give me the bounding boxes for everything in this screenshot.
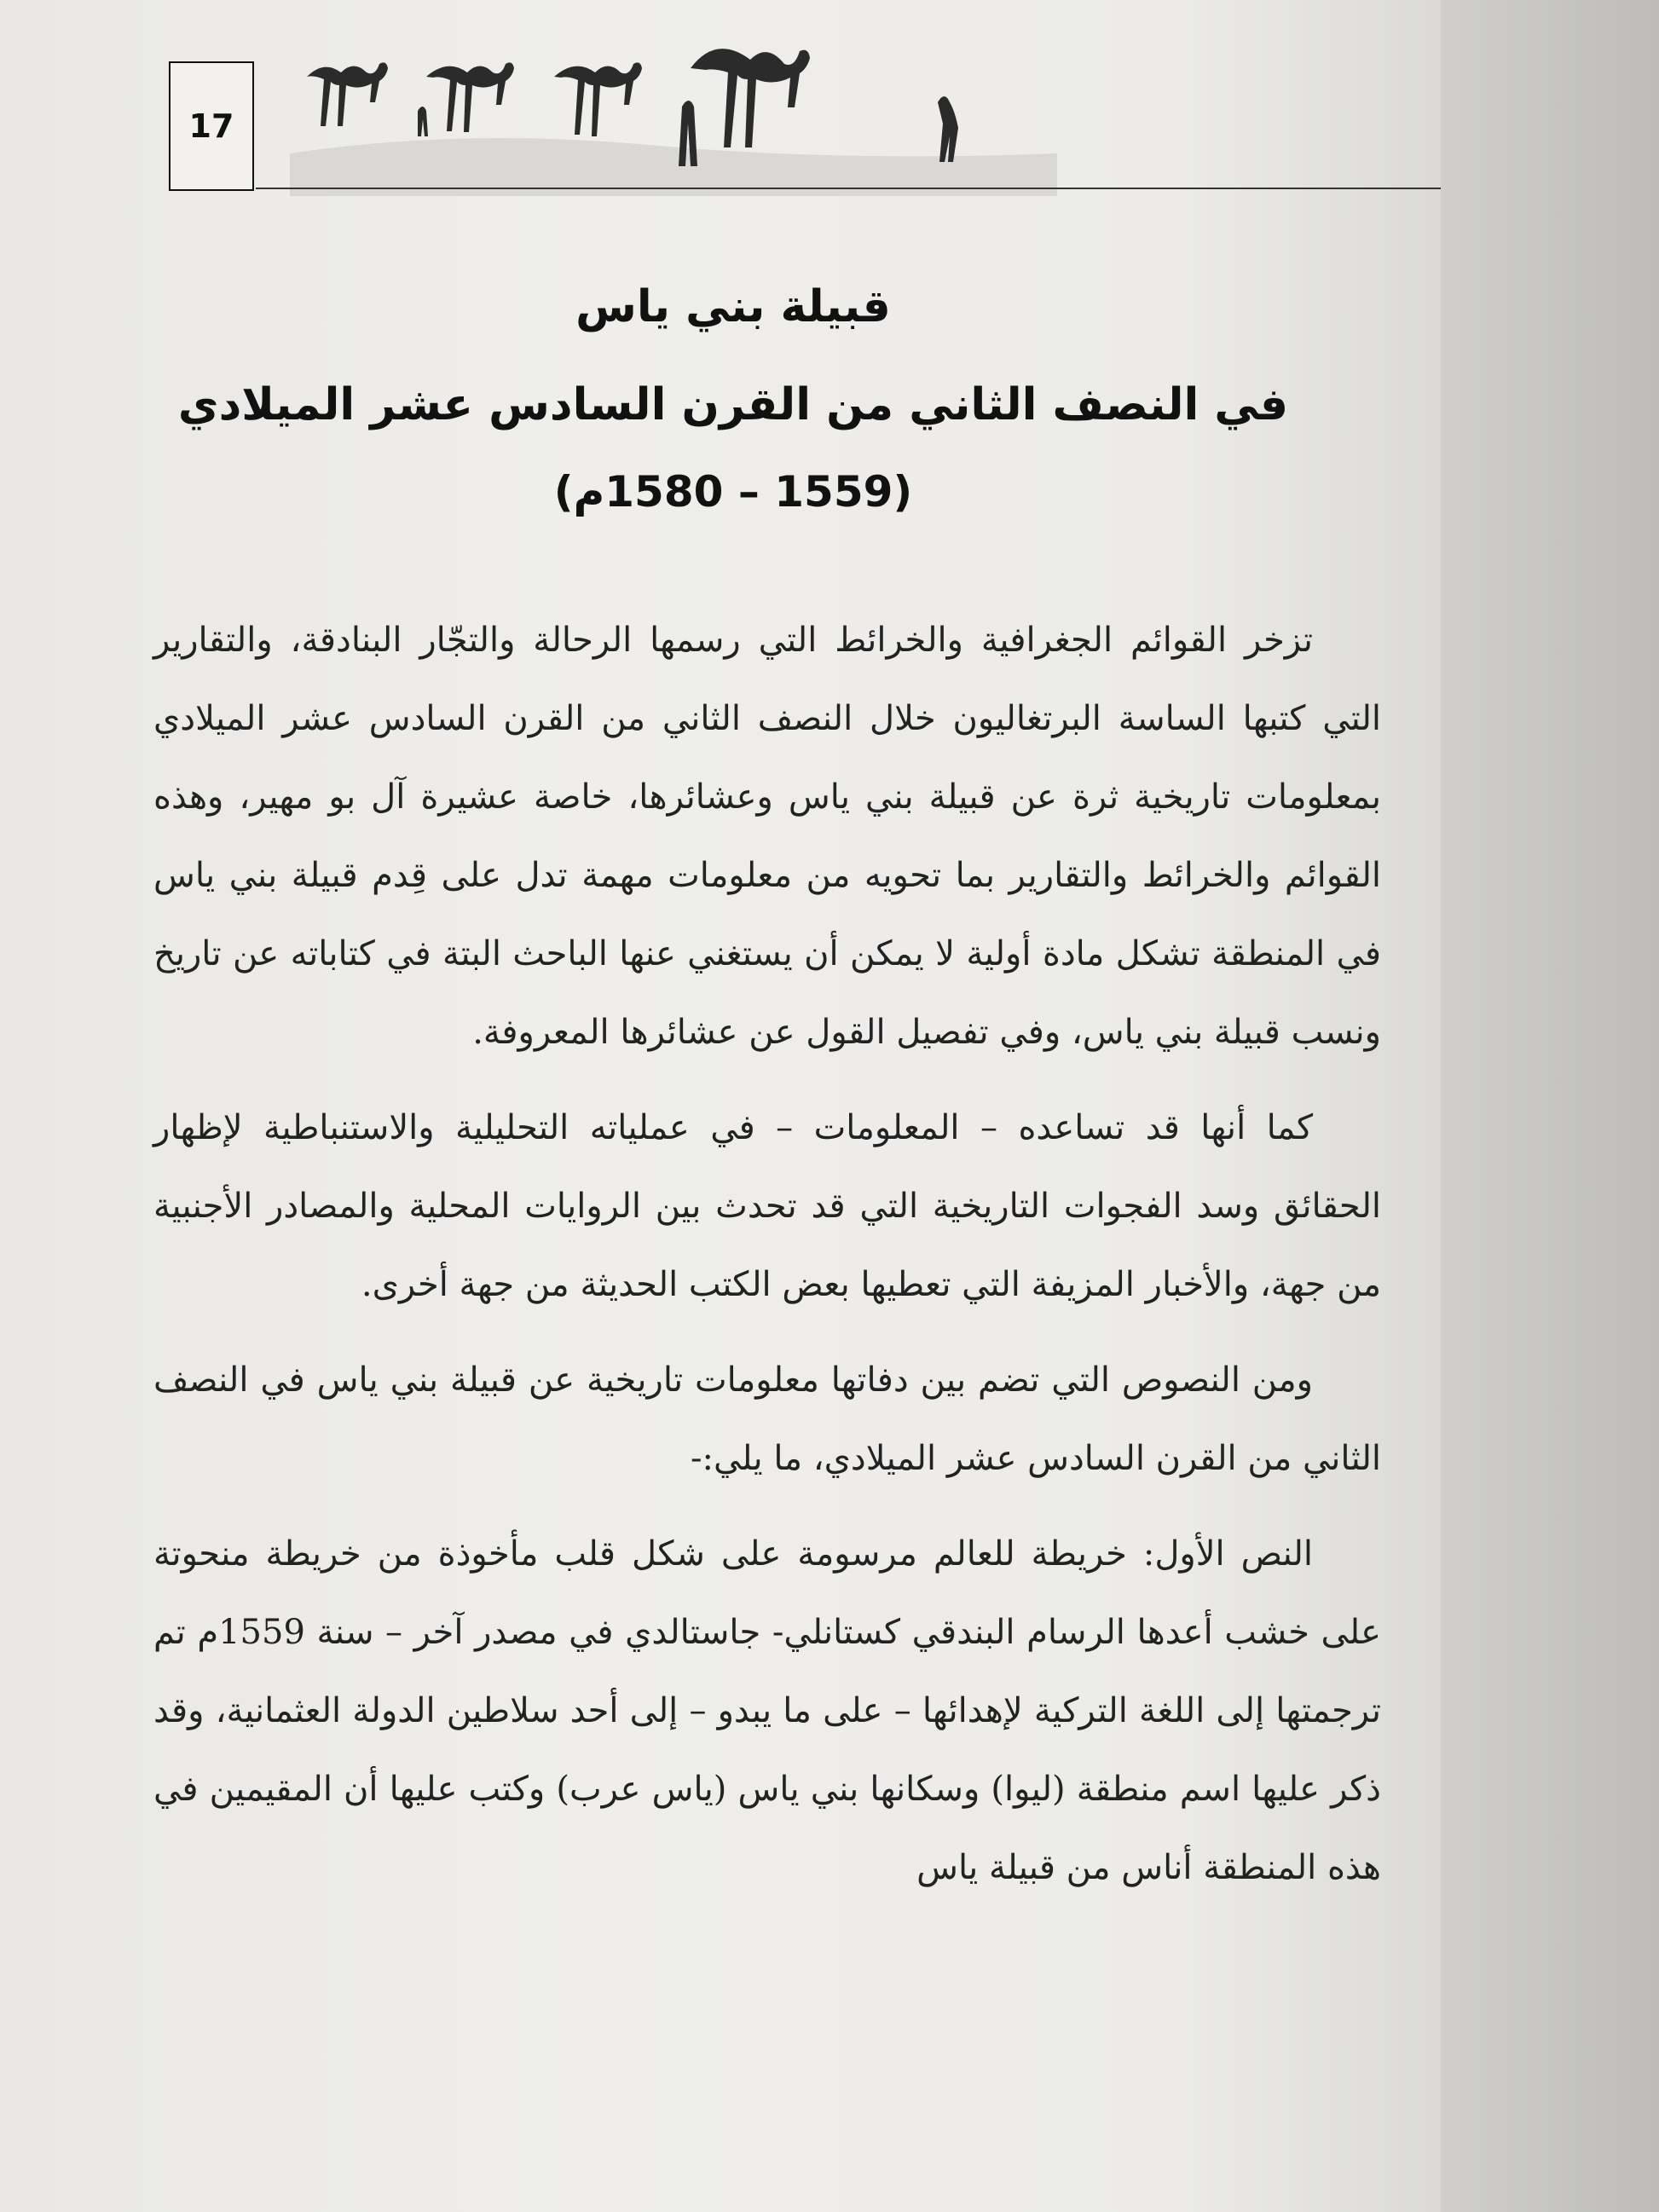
paragraph-1: تزخر القوائم الجغرافية والخرائط التي رسمها الرحالة والتجّار البنادقة، والتقارير التي كتبها الساسة البرتغاليون خلال النصف الثاني من القرن السادس عشر الميلادي بمعلومات تاريخية ثرة عن قبيلة بني ياس وعشائرها، خاصة عشيرة آل بو مهير، وهذه القوائم والخرائط والتقارير بما تحويه من معلومات مهمة تدل على قِدم قبيلة بني ياس في المنطقة تشكل مادة أولية لا يمكن أن يستغني عنها الباحث البتة في كتاباته عن تاريخ ونسب قبيلة بني ياس، وفي تفصيل القول عن عشائرها المعروفة. — [153, 621, 1381, 1052]
paragraph-2: كما أنها قد تساعده – المعلومات – في عملياته التحليلية والاستنباطية لإظهار الحقائق وسد الفجوات التاريخية التي قد تحدث بين الروايات المحلية والمصادر الأجنبية من جهة، والأخبار المزيفة التي تعطيها بعض الكتب الحديثة من جهة أخرى. — [153, 1108, 1382, 1304]
chapter-subtitle: في النصف الثاني من القرن السادس عشر الميلادي — [177, 379, 1289, 430]
page-number: 17 — [188, 107, 234, 145]
chapter-title: قبيلة بني ياس — [575, 281, 891, 332]
chapter-date-range: (1559 – 1580م) — [553, 467, 913, 517]
body-text — [153, 601, 1381, 1924]
page-number-box — [169, 61, 254, 191]
paragraph-3: ومن النصوص التي تضم بين دفاتها معلومات تاريخية عن قبيلة بني ياس في النصف الثاني من القرن السادس عشر الميلادي، ما يلي:- — [153, 1360, 1381, 1478]
paragraph-4: النص الأول: خريطة للعالم مرسومة على شكل قلب مأخوذة من خريطة منحوتة على خشب أعدها الرسام البندقي كستانلي- جاستالدي في مصدر آخر – سنة 1559م تم ترجمتها إلى اللغة التركية لإهدائها – على ما يبدو – إلى أحد سلاطين الدولة العثمانية، وقد ذكر عليها اسم منطقة (ليوا) وسكانها بني ياس (ياس عرب) وكتب عليها أن المقيمين في هذه المنطقة أناس من قبيلة ياس — [153, 1534, 1382, 1887]
camel-caravan-illustration — [290, 26, 1057, 196]
header-rule — [256, 188, 1441, 189]
page-edge — [1441, 0, 1659, 2212]
